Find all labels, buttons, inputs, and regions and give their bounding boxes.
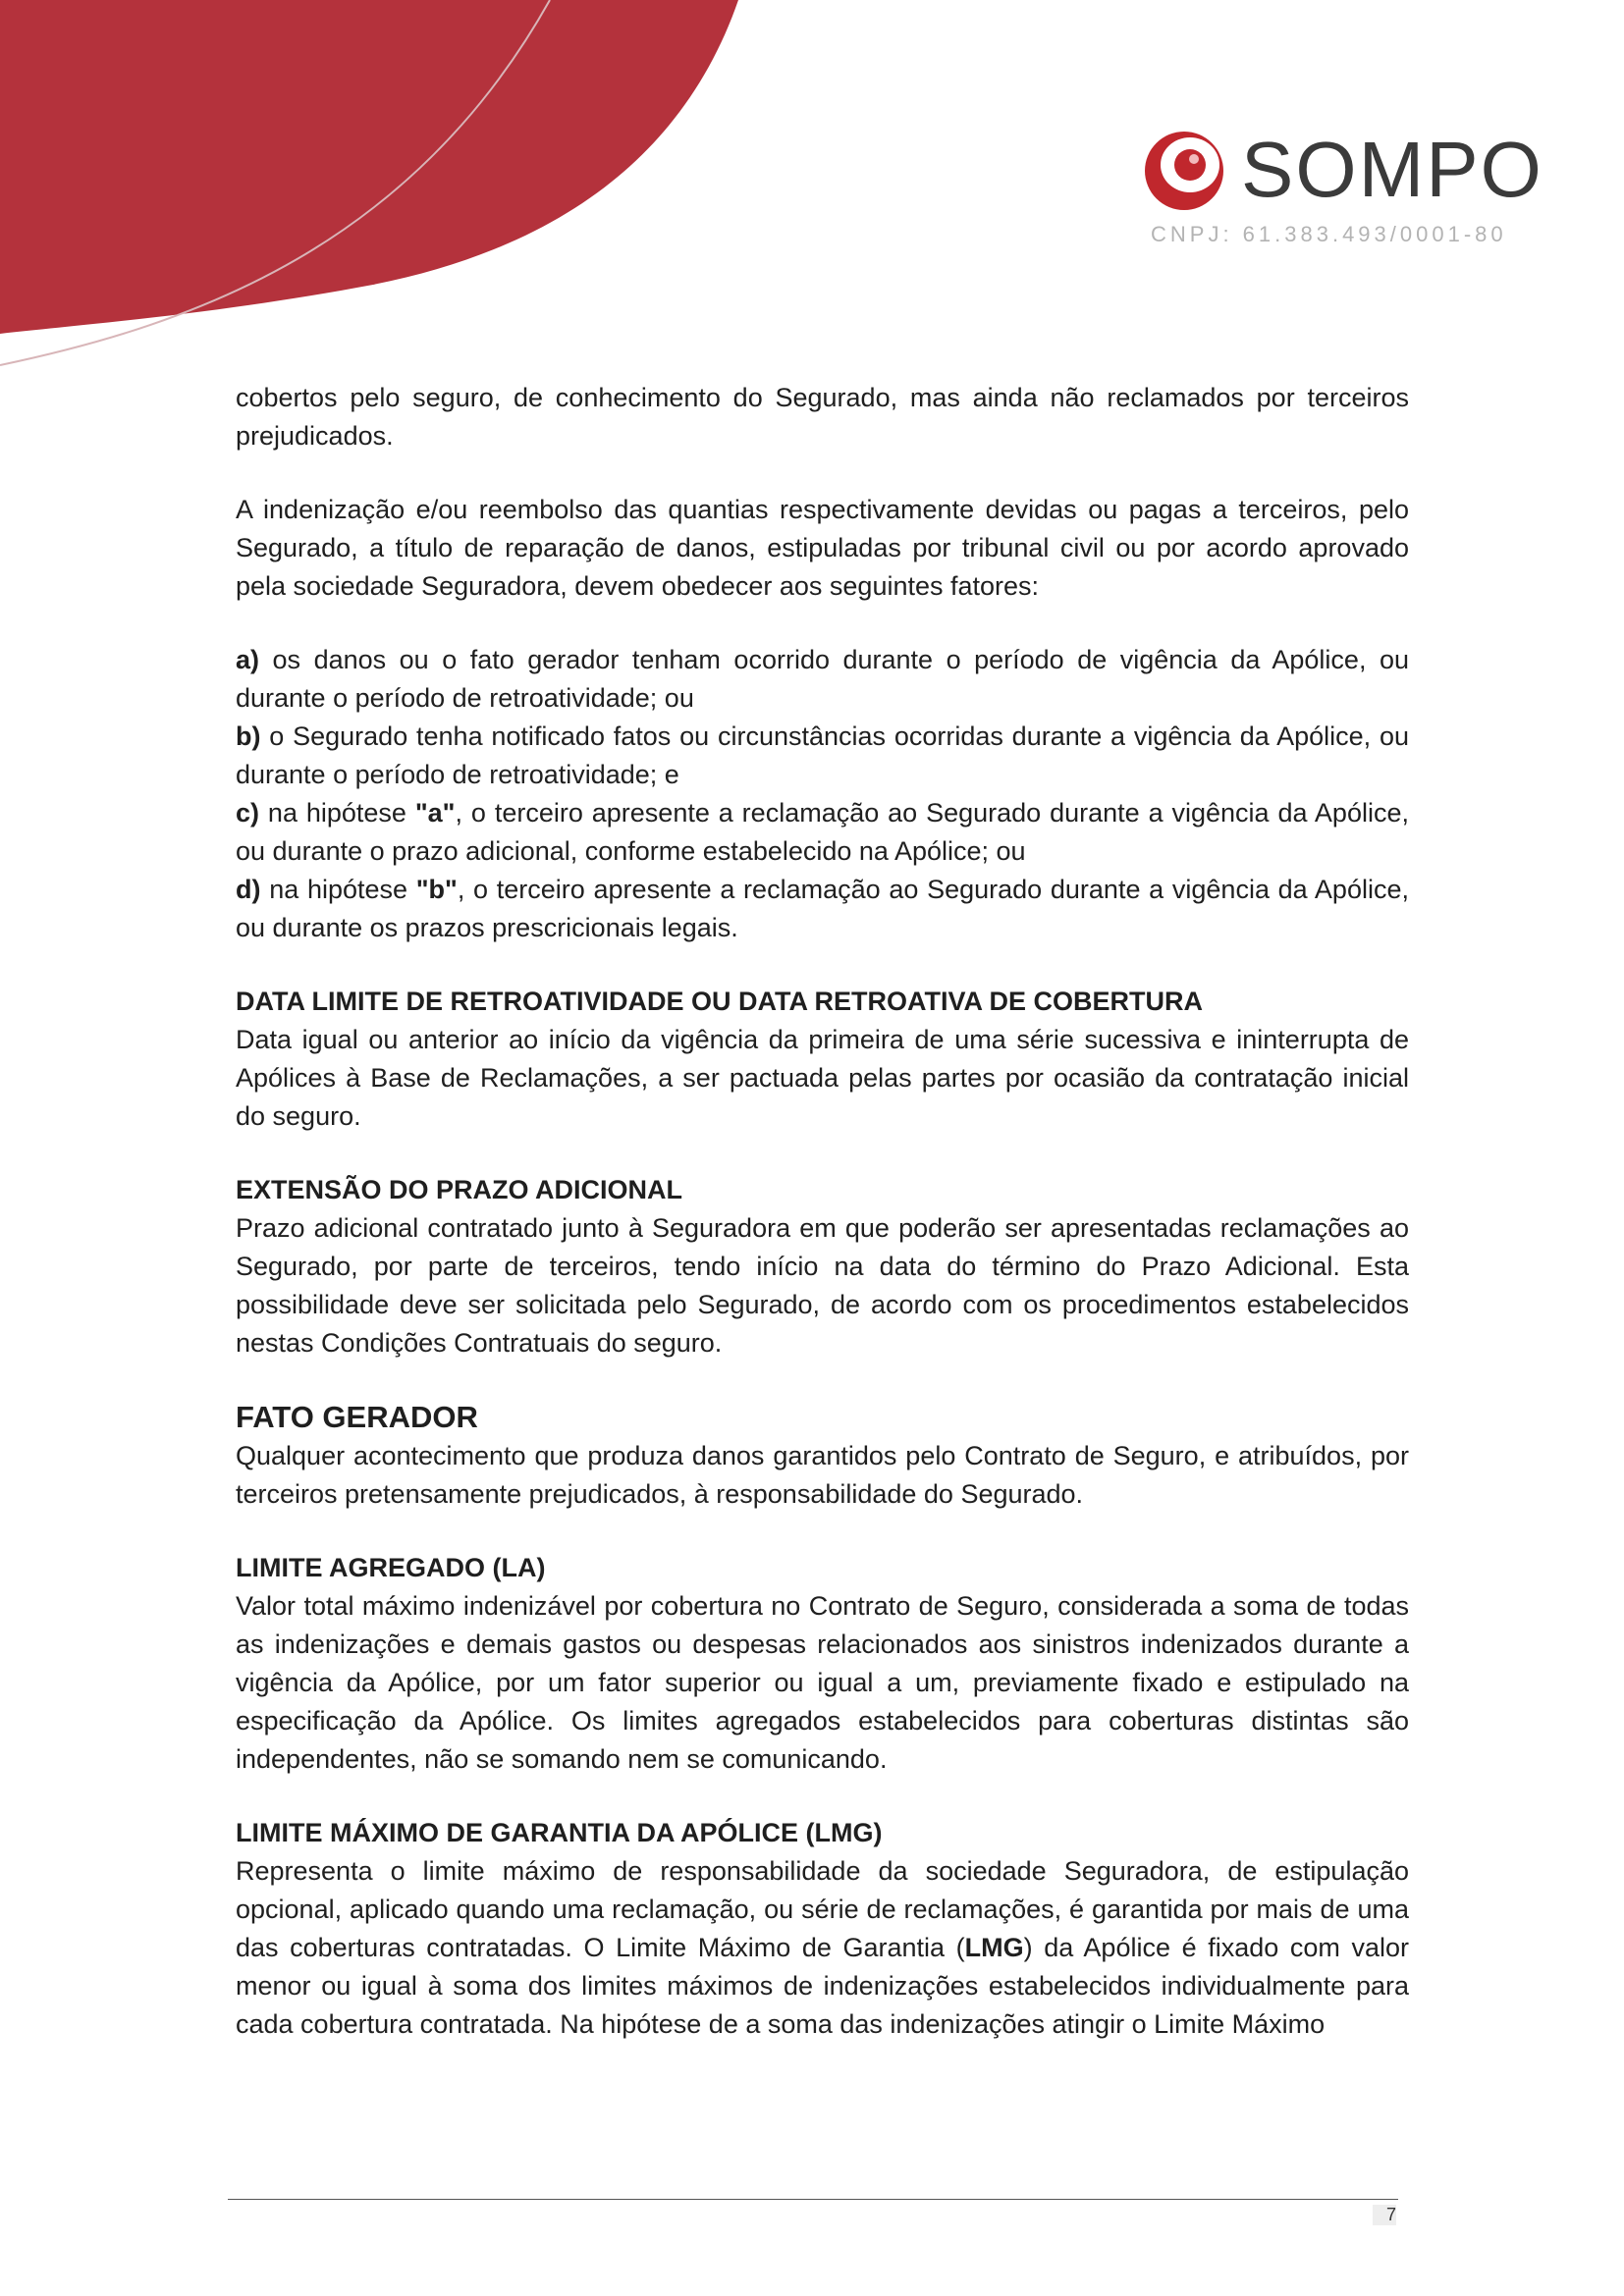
footer-divider	[228, 2199, 1398, 2200]
page-number: 7	[1373, 2205, 1396, 2225]
list-item-c: c) na hipótese "a", o terceiro apresente a reclamação ao Segurado durante a vigência da Apólice, ou durante o prazo adicional, conforme estabelecido na Apólice; ou	[236, 798, 1409, 866]
list-label: a)	[236, 645, 260, 674]
section-text: Representa o limite máximo de responsabilidade da sociedade Seguradora, de estipulação opcional, aplicado quando uma reclamação, ou série de reclamações, é garantida por mais de uma das coberturas contratadas. O Limite Máximo de Garantia (LMG) da Apólice é fixado com valor menor ou igual à soma dos limites máximos de indenizações estabelecidos individualmente para cada cobertura contratada. Na hipótese de a soma das indenizações atingir o Limite Máximo	[236, 1856, 1409, 2039]
list-label: b)	[236, 721, 261, 751]
list-item-a: a) os danos ou o fato gerador tenham ocorrido durante o período de vigência da Apólice, ou durante o período de retroatividade; ou	[236, 645, 1409, 713]
list-item-d: d) na hipótese "b", o terceiro apresente a reclamação ao Segurado durante a vigência da Apólice, ou durante os prazos prescricionais legais.	[236, 875, 1409, 942]
list-label: d)	[236, 875, 261, 904]
list-label: c)	[236, 798, 260, 828]
paragraph-indemnity: A indenização e/ou reembolso das quantias respectivamente devidas ou pagas a terceiros, pelo Segurado, a título de reparação de danos, estipuladas por tribunal civil ou por acordo aprovado pela sociedade Seguradora, devem obedecer aos seguintes fatores:	[236, 495, 1409, 601]
company-cnpj: CNPJ: 61.383.493/0001-80	[1151, 222, 1507, 246]
red-swoosh	[0, 0, 738, 334]
section-title: LIMITE MÁXIMO DE GARANTIA DA APÓLICE (LMG)	[236, 1818, 883, 1847]
brand-name: SOMPO	[1241, 126, 1543, 213]
section-text: Prazo adicional contratado junto à Seguradora em que poderão ser apresentadas reclamações ao Segurado, por parte de terceiros, tendo início na data do término do Prazo Adicional. Esta possibilidade deve ser solicitada pelo Segurado, de acordo com os procedimentos estabelecidos nestas Condições Contratuais do seguro.	[236, 1213, 1409, 1358]
section-title: EXTENSÃO DO PRAZO ADICIONAL	[236, 1175, 683, 1204]
section-text: Data igual ou anterior ao início da vigência da primeira de uma série sucessiva e ininterrupta de Apólices à Base de Reclamações, a ser pactuada pelas partes por ocasião da contratação inicial do seguro.	[236, 1025, 1409, 1131]
section-text: Qualquer acontecimento que produza danos garantidos pelo Contrato de Seguro, e atribuídos, por terceiros pretensamente prejudicados, à responsabilidade do Segurado.	[236, 1441, 1409, 1509]
section-title: FATO GERADOR	[236, 1400, 478, 1434]
sompo-logo-icon	[1139, 126, 1229, 216]
sompo-logo	[1139, 116, 1543, 253]
list-item-b: b) o Segurado tenha notificado fatos ou circunstâncias ocorridas durante a vigência da Apólice, ou durante o período de retroatividade; e	[236, 721, 1409, 789]
corner-decoration	[0, 0, 746, 373]
document-body	[236, 379, 1409, 2079]
section-title: LIMITE AGREGADO (LA)	[236, 1553, 546, 1582]
section-text: Valor total máximo indenizável por cobertura no Contrato de Seguro, considerada a soma de todas as indenizações e demais gastos ou despesas relacionados aos sinistros indenizados durante a vigência da Apólice, por um fator superior ou igual a um, previamente fixado e estipulado na especificação da Apólice. Os limites agregados estabelecidos para coberturas distintas são independentes, não se somando nem se comunicando.	[236, 1591, 1409, 1774]
section-title: DATA LIMITE DE RETROATIVIDADE OU DATA RETROATIVA DE COBERTURA	[236, 987, 1203, 1016]
paragraph-continuation: cobertos pelo seguro, de conhecimento do Segurado, mas ainda não reclamados por terceiros prejudicados.	[236, 383, 1409, 451]
